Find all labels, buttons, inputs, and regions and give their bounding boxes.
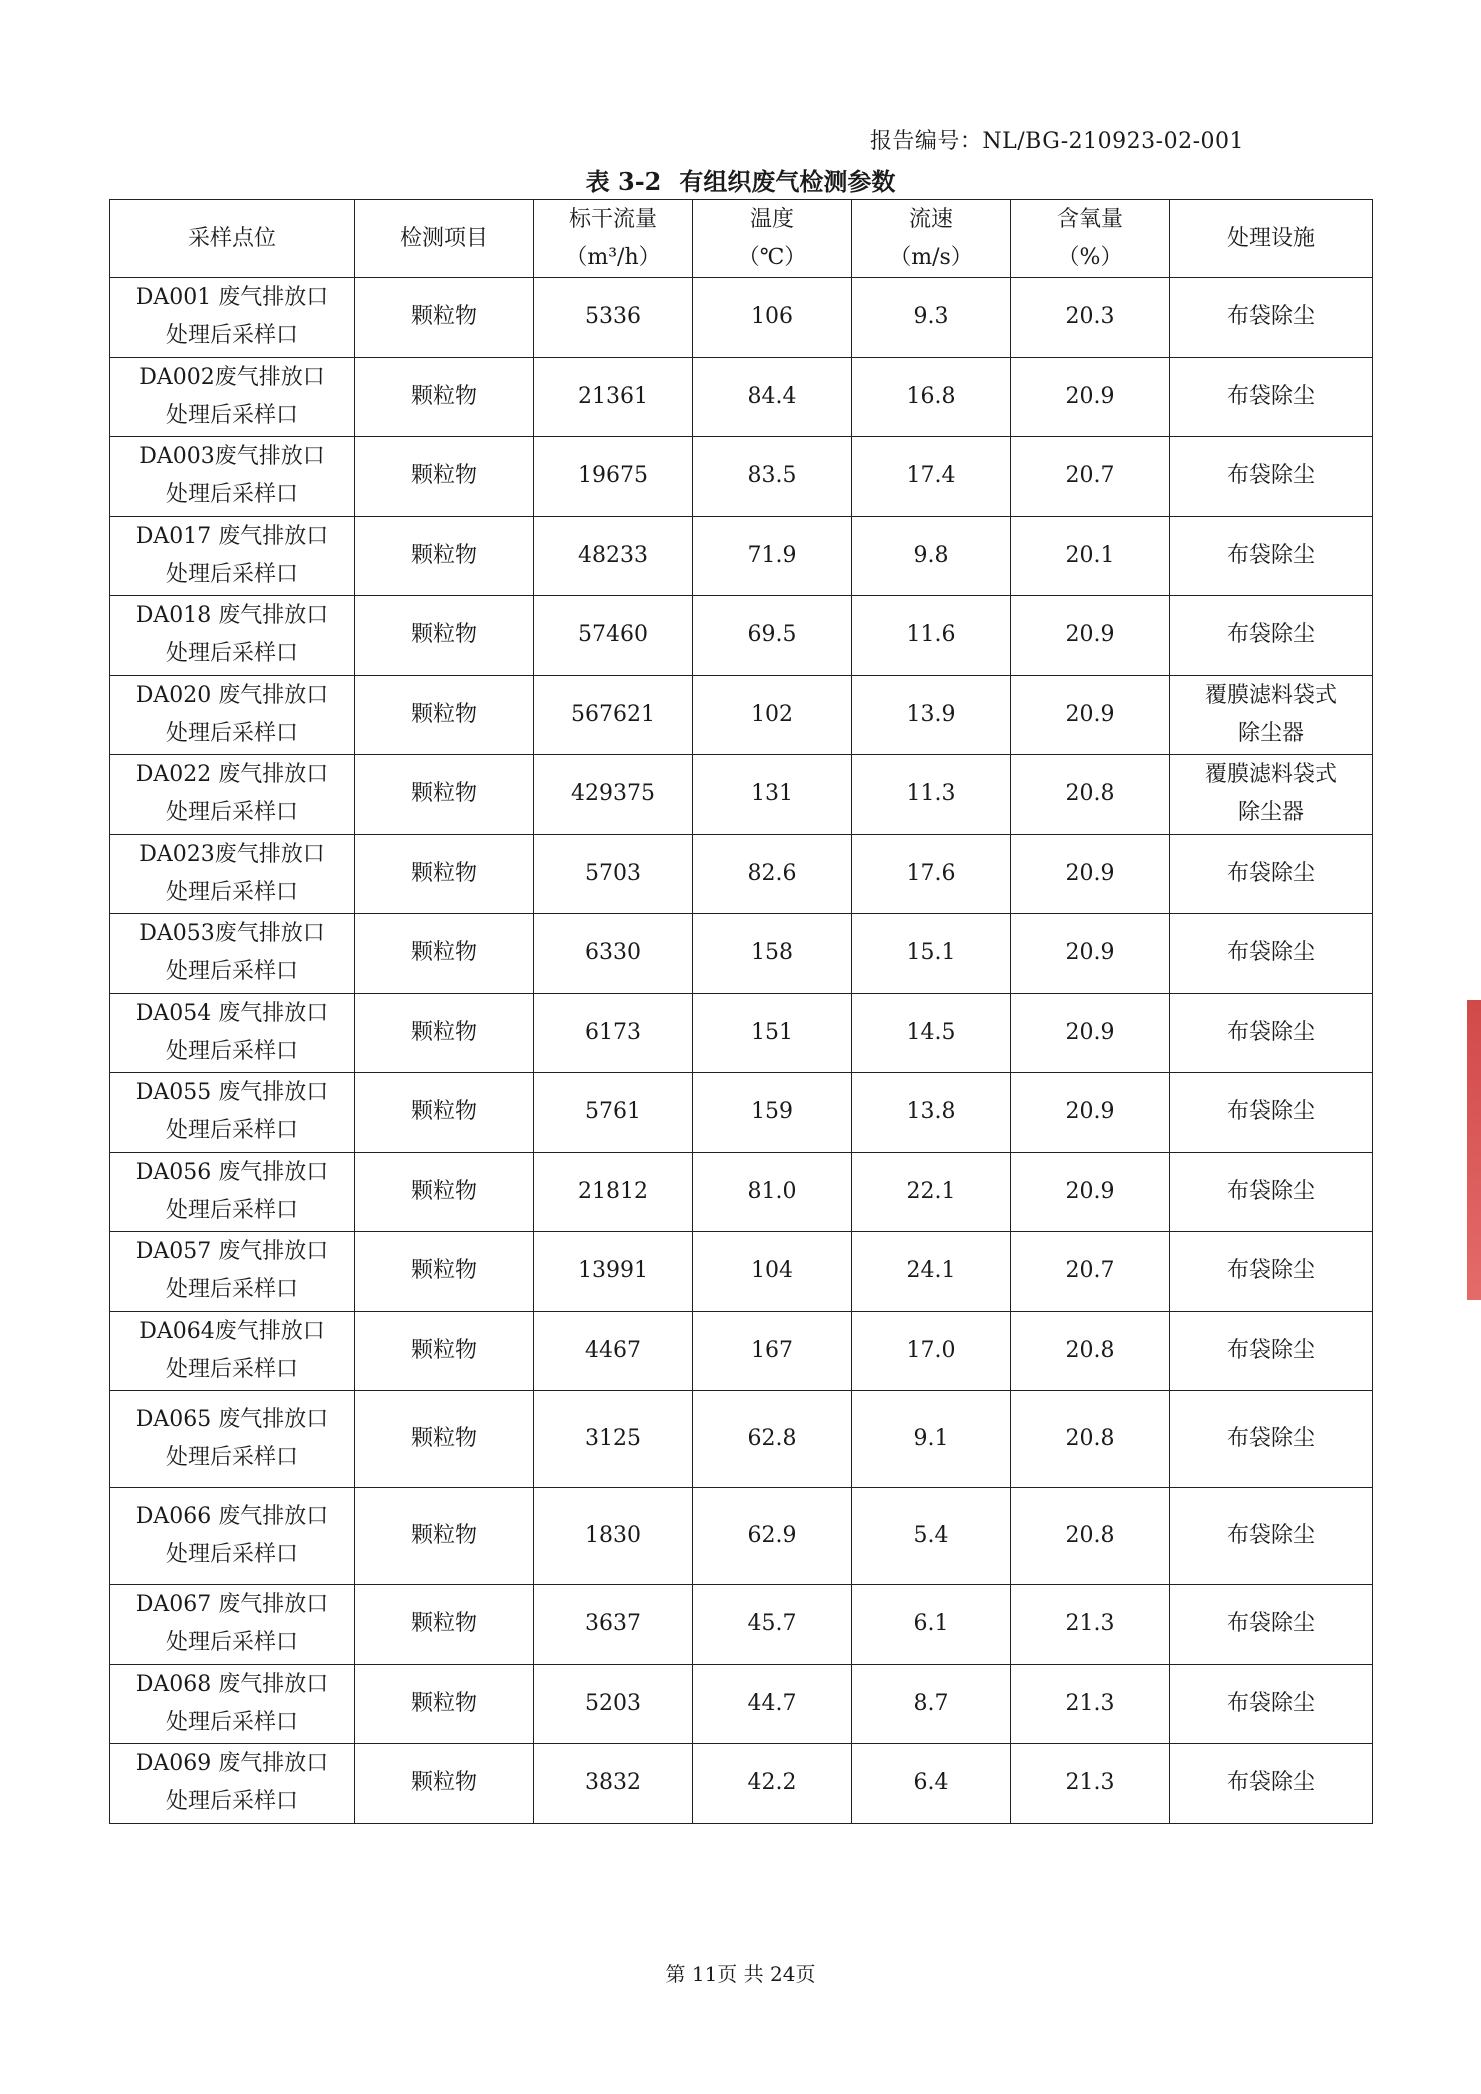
cell-sampling-point: [110, 675, 355, 755]
header-temperature: [693, 200, 852, 278]
cell-text-line: 布袋除尘: [1226, 940, 1315, 966]
cell-text-line: 覆膜滤料袋式: [1204, 762, 1337, 788]
cell-text-line: 处理后采样口: [165, 561, 298, 587]
cell-flow-velocity: 5.4: [852, 1488, 1011, 1585]
cell-test-item: 颗粒物: [355, 675, 534, 755]
header-sampling-point: [110, 200, 355, 278]
cell-flow-velocity: 9.1: [852, 1391, 1011, 1488]
cell-text-line: 布袋除尘: [1226, 542, 1315, 568]
cell-oxygen-content: 20.8: [1011, 755, 1170, 835]
cell-standard-dry-flow: 567621: [534, 675, 693, 755]
cell-text-line: 除尘器: [1237, 800, 1304, 826]
table-row: [110, 1664, 1373, 1744]
cell-text-line: 处理后采样口: [165, 482, 298, 508]
cell-text-line: DA055 废气排放口: [135, 1080, 329, 1106]
cell-text-line: 温度: [749, 206, 794, 232]
cell-treatment-facility: [1170, 993, 1373, 1073]
cell-text-line: 处理后采样口: [165, 1197, 298, 1223]
cell-oxygen-content: 20.1: [1011, 516, 1170, 596]
header-oxygen-content: [1011, 200, 1170, 278]
table-row: [110, 516, 1373, 596]
cell-test-item: 颗粒物: [355, 1073, 534, 1153]
cell-treatment-facility: [1170, 1664, 1373, 1744]
table-header-row: [110, 200, 1373, 278]
cell-oxygen-content: 20.9: [1011, 357, 1170, 437]
cell-oxygen-content: 20.9: [1011, 834, 1170, 914]
cell-flow-velocity: 6.4: [852, 1744, 1011, 1824]
cell-text-line: 处理后采样口: [165, 879, 298, 905]
cell-test-item: 颗粒物: [355, 596, 534, 676]
cell-text-line: 布袋除尘: [1226, 304, 1315, 330]
cell-sampling-point: [110, 834, 355, 914]
cell-temperature: 44.7: [693, 1664, 852, 1744]
cell-standard-dry-flow: 13991: [534, 1232, 693, 1312]
cell-standard-dry-flow: 21812: [534, 1152, 693, 1232]
cell-test-item: 颗粒物: [355, 755, 534, 835]
cell-oxygen-content: 21.3: [1011, 1585, 1170, 1665]
cell-test-item: 颗粒物: [355, 1664, 534, 1744]
cell-text-line: 布袋除尘: [1226, 1426, 1315, 1451]
cell-oxygen-content: 21.3: [1011, 1744, 1170, 1824]
cell-text-line: DA068 废气排放口: [135, 1671, 329, 1697]
cell-flow-velocity: 15.1: [852, 914, 1011, 994]
table-row: [110, 357, 1373, 437]
cell-standard-dry-flow: 3832: [534, 1744, 693, 1824]
cell-oxygen-content: 20.9: [1011, 1073, 1170, 1153]
cell-text-line: DA066 废气排放口: [135, 1504, 329, 1529]
cell-sampling-point: [110, 1311, 355, 1391]
cell-oxygen-content: 20.3: [1011, 278, 1170, 358]
cell-treatment-facility: [1170, 1488, 1373, 1585]
cell-treatment-facility: [1170, 516, 1373, 596]
cell-standard-dry-flow: 3637: [534, 1585, 693, 1665]
cell-flow-velocity: 9.3: [852, 278, 1011, 358]
cell-standard-dry-flow: 429375: [534, 755, 693, 835]
cell-sampling-point: [110, 357, 355, 437]
cell-standard-dry-flow: 57460: [534, 596, 693, 676]
cell-oxygen-content: 20.8: [1011, 1391, 1170, 1488]
cell-treatment-facility: [1170, 1391, 1373, 1488]
cell-sampling-point: [110, 1073, 355, 1153]
cell-text-line: 处理后采样口: [165, 641, 298, 667]
cell-temperature: 167: [693, 1311, 852, 1391]
cell-standard-dry-flow: 5703: [534, 834, 693, 914]
cell-test-item: 颗粒物: [355, 993, 534, 1073]
cell-text-line: 布袋除尘: [1226, 383, 1315, 409]
cell-oxygen-content: 20.7: [1011, 1232, 1170, 1312]
cell-test-item: 颗粒物: [355, 834, 534, 914]
header-treatment-facility: [1170, 200, 1373, 278]
cell-text-line: 处理后采样口: [165, 402, 298, 428]
cell-flow-velocity: 8.7: [852, 1664, 1011, 1744]
cell-temperature: 42.2: [693, 1744, 852, 1824]
cell-sampling-point: [110, 914, 355, 994]
report-number: 报告编号：NL/BG-210923-02-001: [869, 129, 1244, 154]
cell-sampling-point: [110, 516, 355, 596]
cell-text-line: 处理后采样口: [165, 1542, 298, 1567]
cell-treatment-facility: [1170, 278, 1373, 358]
table-row: [110, 596, 1373, 676]
cell-text-line: 标干流量: [568, 206, 657, 232]
cell-text-line: DA001 废气排放口: [135, 285, 329, 311]
cell-text-line: 处理后采样口: [165, 959, 298, 985]
table-row: [110, 1744, 1373, 1824]
cell-text-line: 处理后采样口: [165, 1709, 298, 1735]
cell-sampling-point: [110, 278, 355, 358]
cell-treatment-facility: [1170, 437, 1373, 517]
cell-test-item: 颗粒物: [355, 914, 534, 994]
cell-text-line: 处理后采样口: [165, 720, 298, 746]
cell-sampling-point: [110, 1664, 355, 1744]
cell-standard-dry-flow: 5203: [534, 1664, 693, 1744]
cell-oxygen-content: 20.9: [1011, 914, 1170, 994]
cell-text-line: （℃）: [737, 244, 807, 270]
red-seal-stamp-edge: [1467, 1000, 1481, 1300]
cell-flow-velocity: 17.0: [852, 1311, 1011, 1391]
table-row: [110, 675, 1373, 755]
cell-text-line: 处理后采样口: [165, 1038, 298, 1064]
cell-text-line: DA069 废气排放口: [135, 1751, 329, 1777]
cell-text-line: （m/s）: [889, 244, 973, 270]
cell-text-line: DA053废气排放口: [139, 921, 325, 947]
cell-test-item: 颗粒物: [355, 1311, 534, 1391]
cell-flow-velocity: 13.8: [852, 1073, 1011, 1153]
table-row: [110, 1311, 1373, 1391]
cell-test-item: 颗粒物: [355, 437, 534, 517]
cell-text-line: 布袋除尘: [1226, 1099, 1315, 1125]
cell-flow-velocity: 22.1: [852, 1152, 1011, 1232]
cell-test-item: 颗粒物: [355, 1152, 534, 1232]
cell-flow-velocity: 9.8: [852, 516, 1011, 596]
cell-text-line: 覆膜滤料袋式: [1204, 682, 1337, 708]
cell-sampling-point: [110, 1585, 355, 1665]
cell-temperature: 69.5: [693, 596, 852, 676]
cell-standard-dry-flow: 5336: [534, 278, 693, 358]
cell-treatment-facility: [1170, 1311, 1373, 1391]
cell-text-line: 布袋除尘: [1226, 1019, 1315, 1045]
cell-flow-velocity: 13.9: [852, 675, 1011, 755]
cell-sampling-point: [110, 596, 355, 676]
table-title-number: 表 3-2: [585, 167, 662, 196]
cell-treatment-facility: [1170, 1073, 1373, 1153]
table-row: [110, 1585, 1373, 1665]
header-flow-velocity: [852, 200, 1011, 278]
cell-text-line: 处理后采样口: [165, 1789, 298, 1815]
cell-text-line: DA018 废气排放口: [135, 603, 329, 629]
cell-treatment-facility: [1170, 914, 1373, 994]
cell-temperature: 131: [693, 755, 852, 835]
cell-temperature: 158: [693, 914, 852, 994]
cell-temperature: 106: [693, 278, 852, 358]
table-row: [110, 755, 1373, 835]
cell-text-line: DA022 废气排放口: [135, 762, 329, 788]
cell-temperature: 84.4: [693, 357, 852, 437]
cell-text-line: DA054 废气排放口: [135, 1000, 329, 1026]
cell-standard-dry-flow: 1830: [534, 1488, 693, 1585]
table-row: [110, 1152, 1373, 1232]
cell-temperature: 82.6: [693, 834, 852, 914]
cell-text-line: DA067 废气排放口: [135, 1592, 329, 1618]
cell-text-line: 流速: [908, 206, 953, 232]
table-title: [0, 162, 1481, 197]
cell-text-line: 处理后采样口: [165, 1630, 298, 1656]
cell-oxygen-content: 20.9: [1011, 1152, 1170, 1232]
cell-test-item: 颗粒物: [355, 1391, 534, 1488]
table-body: [110, 278, 1373, 1824]
cell-treatment-facility: [1170, 834, 1373, 914]
page-footer: 第 11页 共 24页: [665, 1962, 816, 1986]
cell-temperature: 62.9: [693, 1488, 852, 1585]
cell-standard-dry-flow: 5761: [534, 1073, 693, 1153]
cell-sampling-point: [110, 1232, 355, 1312]
cell-text-line: 布袋除尘: [1226, 1178, 1315, 1204]
cell-text-line: 布袋除尘: [1226, 1690, 1315, 1716]
cell-text-line: 布袋除尘: [1226, 1523, 1315, 1548]
cell-flow-velocity: 6.1: [852, 1585, 1011, 1665]
cell-text-line: 处理后采样口: [165, 800, 298, 826]
table-row: [110, 1073, 1373, 1153]
cell-text-line: 布袋除尘: [1226, 1770, 1315, 1796]
cell-standard-dry-flow: 21361: [534, 357, 693, 437]
cell-standard-dry-flow: 48233: [534, 516, 693, 596]
cell-text-line: 处理后采样口: [165, 1277, 298, 1303]
cell-sampling-point: [110, 437, 355, 517]
exhaust-gas-parameters-table: [109, 199, 1373, 1824]
cell-text-line: DA065 废气排放口: [135, 1407, 329, 1432]
cell-treatment-facility: [1170, 596, 1373, 676]
cell-sampling-point: [110, 755, 355, 835]
cell-text-line: 布袋除尘: [1226, 860, 1315, 886]
cell-text-line: 布袋除尘: [1226, 463, 1315, 489]
cell-flow-velocity: 11.3: [852, 755, 1011, 835]
cell-oxygen-content: 21.3: [1011, 1664, 1170, 1744]
cell-text-line: 处理后采样口: [165, 1356, 298, 1382]
cell-treatment-facility: [1170, 675, 1373, 755]
cell-treatment-facility: [1170, 1152, 1373, 1232]
cell-flow-velocity: 16.8: [852, 357, 1011, 437]
table-row: [110, 993, 1373, 1073]
table-row: [110, 914, 1373, 994]
table-row: [110, 1391, 1373, 1488]
cell-temperature: 45.7: [693, 1585, 852, 1665]
cell-text-line: 除尘器: [1237, 720, 1304, 746]
cell-text-line: 处理后采样口: [165, 1118, 298, 1144]
cell-standard-dry-flow: 4467: [534, 1311, 693, 1391]
cell-test-item: 颗粒物: [355, 1488, 534, 1585]
cell-sampling-point: [110, 1488, 355, 1585]
table-row: [110, 278, 1373, 358]
cell-text-line: 布袋除尘: [1226, 1337, 1315, 1363]
cell-oxygen-content: 20.8: [1011, 1311, 1170, 1391]
cell-sampling-point: [110, 993, 355, 1073]
cell-text-line: 处理后采样口: [165, 323, 298, 349]
cell-text-line: （m³/h）: [565, 244, 661, 270]
cell-oxygen-content: 20.7: [1011, 437, 1170, 517]
cell-flow-velocity: 14.5: [852, 993, 1011, 1073]
cell-text-line: （%）: [1057, 244, 1123, 270]
cell-flow-velocity: 17.6: [852, 834, 1011, 914]
cell-standard-dry-flow: 6330: [534, 914, 693, 994]
cell-flow-velocity: 11.6: [852, 596, 1011, 676]
cell-sampling-point: [110, 1152, 355, 1232]
cell-test-item: 颗粒物: [355, 357, 534, 437]
cell-temperature: 159: [693, 1073, 852, 1153]
cell-standard-dry-flow: 6173: [534, 993, 693, 1073]
table-row: [110, 437, 1373, 517]
cell-text-line: 采样点位: [187, 225, 276, 251]
table-title-text: 有组织废气检测参数: [679, 167, 896, 196]
cell-flow-velocity: 24.1: [852, 1232, 1011, 1312]
cell-sampling-point: [110, 1391, 355, 1488]
cell-text-line: 布袋除尘: [1226, 1258, 1315, 1284]
cell-text-line: DA023废气排放口: [139, 841, 325, 867]
cell-test-item: 颗粒物: [355, 1744, 534, 1824]
cell-temperature: 62.8: [693, 1391, 852, 1488]
cell-standard-dry-flow: 3125: [534, 1391, 693, 1488]
cell-text-line: DA003废气排放口: [139, 444, 325, 470]
cell-flow-velocity: 17.4: [852, 437, 1011, 517]
cell-text-line: DA002废气排放口: [139, 364, 325, 390]
cell-text-line: 布袋除尘: [1226, 622, 1315, 648]
cell-text-line: DA064废气排放口: [139, 1318, 325, 1344]
cell-treatment-facility: [1170, 1744, 1373, 1824]
cell-temperature: 151: [693, 993, 852, 1073]
header-standard-dry-flow: [534, 200, 693, 278]
cell-text-line: 处理后采样口: [165, 1445, 298, 1470]
cell-test-item: 颗粒物: [355, 1232, 534, 1312]
cell-test-item: 颗粒物: [355, 1585, 534, 1665]
cell-text-line: 处理设施: [1226, 225, 1315, 251]
cell-oxygen-content: 20.9: [1011, 993, 1170, 1073]
cell-text-line: 检测项目: [399, 225, 488, 251]
cell-test-item: 颗粒物: [355, 278, 534, 358]
cell-text-line: DA056 废气排放口: [135, 1159, 329, 1185]
cell-oxygen-content: 20.9: [1011, 596, 1170, 676]
cell-text-line: DA057 废气排放口: [135, 1239, 329, 1265]
cell-oxygen-content: 20.9: [1011, 675, 1170, 755]
cell-temperature: 71.9: [693, 516, 852, 596]
table-row: [110, 1232, 1373, 1312]
cell-oxygen-content: 20.8: [1011, 1488, 1170, 1585]
cell-treatment-facility: [1170, 357, 1373, 437]
cell-test-item: 颗粒物: [355, 516, 534, 596]
cell-temperature: 104: [693, 1232, 852, 1312]
cell-text-line: DA020 废气排放口: [135, 682, 329, 708]
table-row: [110, 1488, 1373, 1585]
cell-temperature: 81.0: [693, 1152, 852, 1232]
cell-temperature: 83.5: [693, 437, 852, 517]
cell-text-line: 布袋除尘: [1226, 1611, 1315, 1637]
table-row: [110, 834, 1373, 914]
cell-treatment-facility: [1170, 1585, 1373, 1665]
cell-text-line: 含氧量: [1056, 206, 1123, 232]
cell-treatment-facility: [1170, 1232, 1373, 1312]
header-test-item: [355, 200, 534, 278]
cell-treatment-facility: [1170, 755, 1373, 835]
cell-temperature: 102: [693, 675, 852, 755]
cell-text-line: DA017 废气排放口: [135, 523, 329, 549]
cell-sampling-point: [110, 1744, 355, 1824]
cell-standard-dry-flow: 19675: [534, 437, 693, 517]
